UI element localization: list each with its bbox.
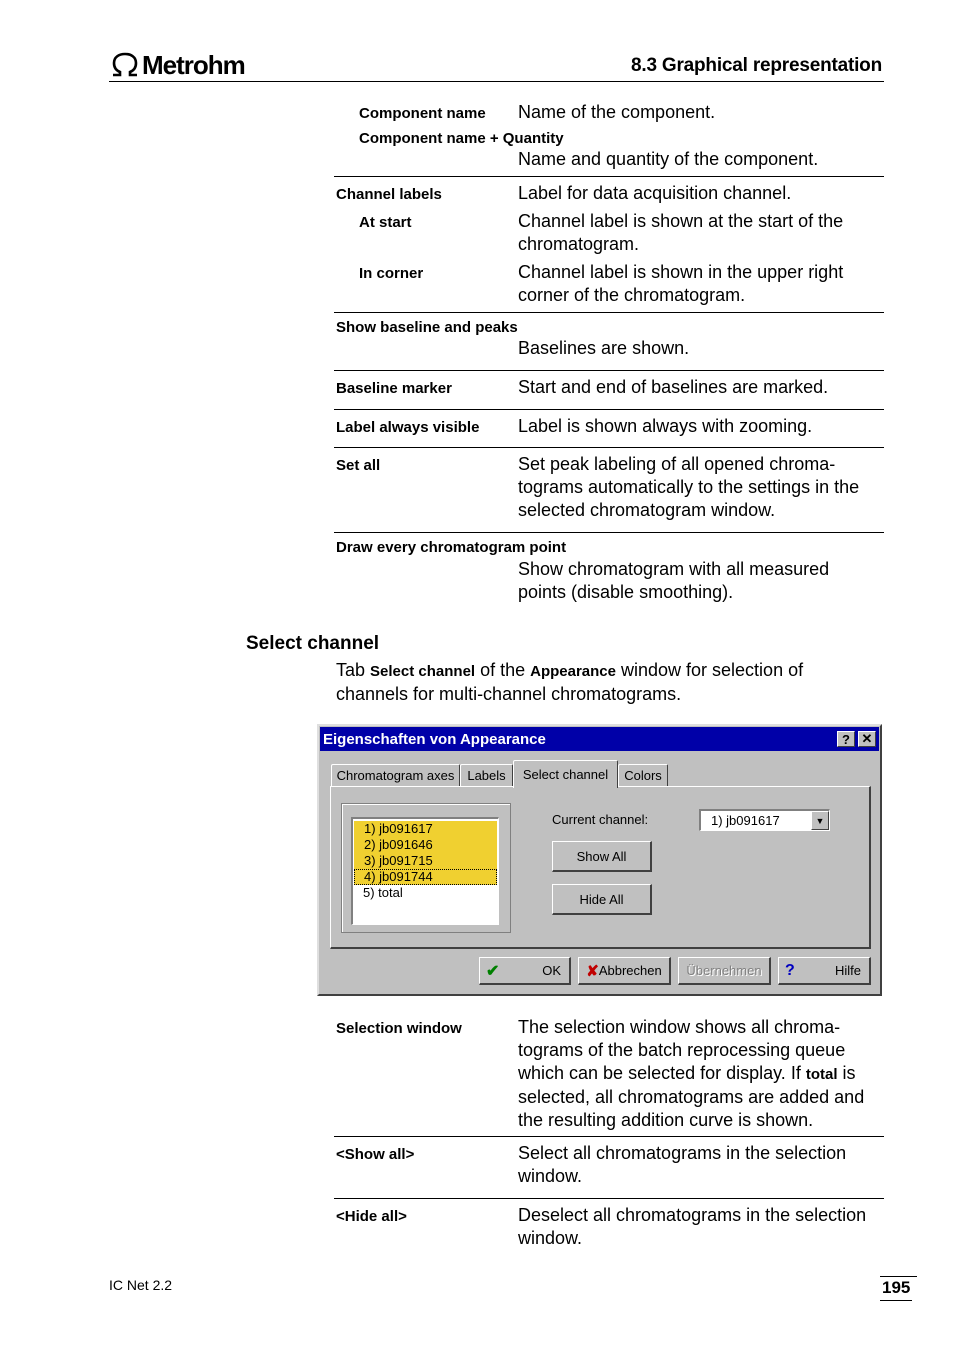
close-icon[interactable]: ✕ — [858, 731, 876, 747]
desc-set-all: Set peak labeling of all opened chroma- tograms automatically to the settings in the selected chromatogram window. — [518, 454, 860, 520]
page-number-rule — [880, 1276, 917, 1277]
cross-icon: ✘ — [586, 962, 599, 980]
tab-labels[interactable]: Labels — [460, 764, 513, 786]
appearance-dialog — [317, 724, 882, 996]
desc-draw-every-point: Show chromatogram with all measured points (disable smoothing). — [518, 559, 830, 602]
omega-icon — [109, 52, 141, 78]
divider — [334, 1198, 884, 1199]
desc-hide-all: Deselect all chromatograms in the selection window. — [518, 1205, 867, 1248]
tab-select-channel[interactable]: Select channel — [513, 760, 618, 788]
current-channel-value: 1) jb091617 — [711, 813, 780, 828]
dialog-title: Eigenschaften von Appearance — [323, 730, 546, 748]
help-button[interactable]: ? Hilfe — [778, 957, 871, 985]
desc-show-all: Select all chromatograms in the selection window. — [518, 1143, 847, 1186]
list-item[interactable]: 1) jb091617 — [354, 821, 497, 837]
term-show-baseline: Show baseline and peaks — [336, 319, 518, 336]
desc-channel-labels: Label for data acquisition channel. — [518, 183, 792, 203]
term-set-all: Set all — [336, 457, 381, 474]
show-all-button[interactable]: Show All — [552, 841, 652, 872]
divider — [334, 312, 884, 313]
hide-all-button[interactable]: Hide All — [552, 884, 652, 915]
footer-product: IC Net 2.2 — [109, 1277, 173, 1293]
tab-chromatogram-axes[interactable]: Chromatogram axes — [331, 764, 460, 786]
tab-colors[interactable]: Colors — [618, 764, 668, 786]
divider — [334, 176, 884, 177]
divider — [334, 447, 884, 448]
desc-label-always-visible: Label is shown always with zooming. — [518, 416, 813, 436]
divider — [334, 532, 884, 533]
help-icon[interactable]: ? — [837, 731, 855, 747]
current-channel-select[interactable] — [699, 809, 830, 831]
list-item[interactable]: 2) jb091646 — [354, 837, 497, 853]
desc-at-start: Channel label is shown at the start of the chromatogram. — [518, 211, 844, 254]
section-title: 8.3 Graphical representation — [631, 55, 882, 76]
term-show-all: <Show all> — [336, 1146, 415, 1163]
desc-show-baseline: Baselines are shown. — [518, 338, 690, 358]
dialog-titlebar[interactable] — [320, 727, 879, 751]
desc-selection-window: The selection window shows all chroma- tograms of the batch reprocessing queue which can be selected for display. If total is selected, all chromatograms are added and the resulting addition curve is shown. — [518, 1017, 865, 1130]
divider — [334, 370, 884, 371]
desc-in-corner: Channel label is shown in the upper right corner of the chromatogram. — [518, 262, 844, 305]
term-hide-all: <Hide all> — [336, 1208, 407, 1225]
term-at-start: At start — [359, 214, 412, 231]
page-number: 195 — [880, 1278, 912, 1301]
desc-baseline-marker: Start and end of baselines are marked. — [518, 377, 829, 397]
divider — [334, 1136, 884, 1137]
divider — [334, 409, 884, 410]
question-icon: ? — [785, 961, 795, 979]
desc-component-name: Name of the component. — [518, 102, 716, 122]
chevron-down-icon[interactable]: ▼ — [811, 811, 829, 830]
list-item[interactable]: 3) jb091715 — [354, 853, 497, 869]
term-in-corner: In corner — [359, 265, 424, 282]
term-component-name-quantity: Component name + Quantity — [359, 130, 564, 147]
apply-button[interactable]: Übernehmen — [678, 957, 771, 985]
section-heading-select-channel: Select channel — [246, 633, 380, 654]
intro-paragraph: Tab Select channel of the Appearance window for selection of channels for multi-channel chromatograms. — [336, 660, 804, 704]
metrohm-logo — [109, 50, 245, 80]
term-component-name: Component name — [359, 105, 486, 122]
term-draw-every-point: Draw every chromatogram point — [336, 539, 567, 556]
term-selection-window: Selection window — [336, 1020, 462, 1037]
list-item[interactable]: 5) total — [363, 885, 403, 900]
desc-component-name-quantity: Name and quantity of the component. — [518, 149, 819, 169]
term-baseline-marker: Baseline marker — [336, 380, 452, 397]
header-divider — [109, 81, 884, 82]
brand-name: Metrohm — [142, 49, 245, 80]
checkmark-icon: ✔ — [486, 962, 500, 980]
list-item[interactable]: 4) jb091744 — [354, 869, 497, 885]
term-label-always-visible: Label always visible — [336, 419, 480, 436]
term-channel-labels: Channel labels — [336, 186, 442, 203]
ok-button[interactable]: ✔ OK — [479, 957, 571, 985]
current-channel-label: Current channel: — [552, 812, 649, 827]
cancel-button[interactable]: ✘ Abbrechen — [578, 957, 671, 985]
selection-window-list[interactable] — [351, 817, 499, 925]
